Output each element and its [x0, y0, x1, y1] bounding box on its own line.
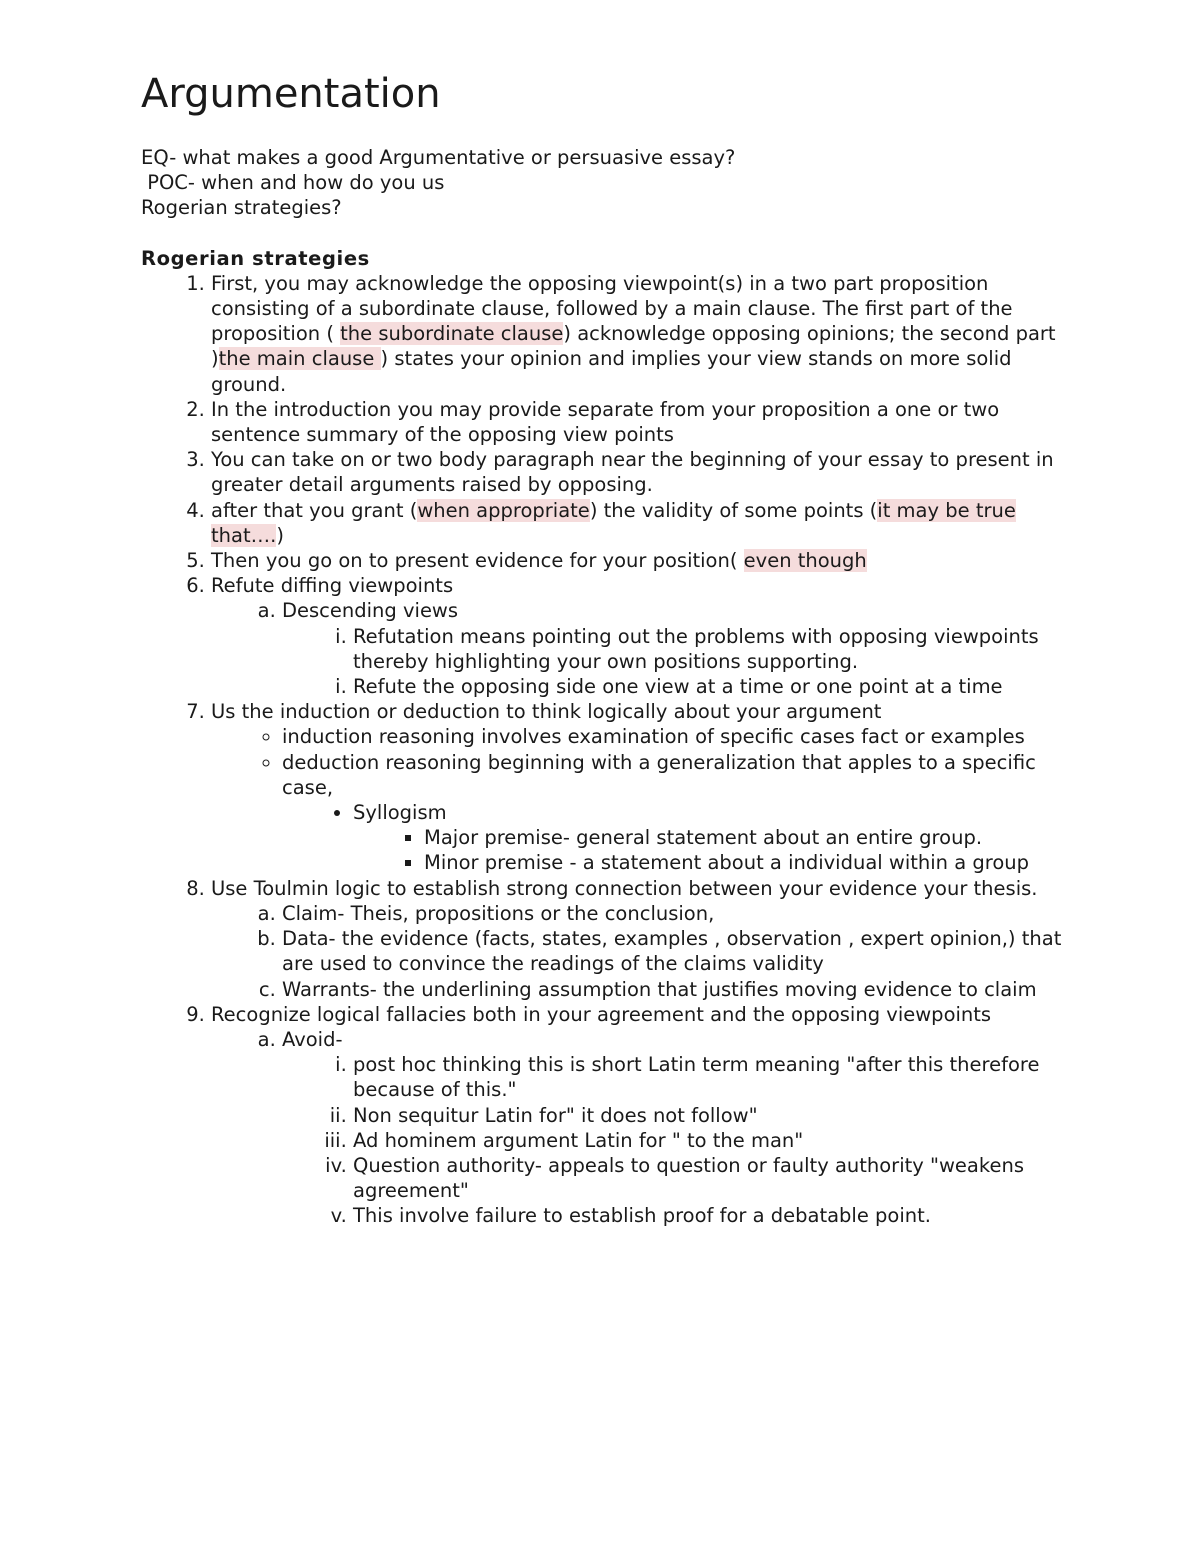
sub-list [282, 1052, 1071, 1228]
sub-list [211, 598, 1071, 699]
list-item: ▪ Major premise- general statement about an entire group. [424, 825, 1071, 850]
section-heading: Rogerian strategies [141, 246, 370, 270]
list-item: iii. Ad hominem argument Latin for " to the man" [353, 1128, 1071, 1153]
list-item [211, 876, 1071, 1002]
item-text: ) acknowledge opposing opinions; the second part ) [211, 322, 1056, 371]
highlight: even though [743, 549, 867, 573]
highlight: when appropriate [417, 498, 590, 522]
item-text: ) [276, 523, 284, 547]
list-item [211, 498, 1071, 548]
item-text: after that you grant ( [211, 498, 418, 522]
document-body [141, 145, 1071, 1229]
list-item [282, 750, 1071, 876]
list-item [211, 573, 1071, 699]
item-text: ) states your opinion and implies your view stands on more solid ground. [211, 347, 1012, 396]
item-text: Avoid- [282, 1027, 343, 1051]
poc-line: POC- when and how do you us [141, 171, 445, 195]
sub-list [282, 674, 1071, 699]
highlight: the main clause [218, 347, 381, 371]
list-item: 2. In the introduction you may provide separate from your proposition a one or two sentence summary of the opposing view points [211, 397, 1071, 447]
list-item: ◦ induction reasoning involves examination of specific cases fact or examples [282, 724, 1071, 749]
list-item: c. Warrants- the underlining assumption that justifies moving evidence to claim [282, 977, 1071, 1002]
item-text: First, you may acknowledge the opposing viewpoint(s) in a two part proposition consisting of a subordinate clause, followed by a main clause. The first part of the proposition ( [211, 271, 1013, 346]
list-item [211, 699, 1071, 875]
strategies-list [141, 271, 1071, 1229]
item-text: Use Toulmin logic to establish strong connection between your evidence your thesis. [211, 876, 1038, 900]
sub-list [211, 724, 1071, 875]
list-item [211, 1002, 1071, 1229]
list-item: a. Claim- Theis, propositions or the conclusion, [282, 901, 1071, 926]
sub-list [282, 800, 1071, 876]
list-item: i. post hoc thinking this is short Latin term meaning "after this therefore because of this." [353, 1052, 1071, 1102]
sub-list [211, 901, 1071, 1002]
list-item: i. Refutation means pointing out the problems with opposing viewpoints thereby highlighting your own positions supporting. [353, 624, 1071, 674]
list-item [353, 800, 1071, 876]
list-item: i. Refute the opposing side one view at a time or one point at a time [353, 674, 1071, 699]
list-item [282, 598, 1071, 699]
list-item: v. This involve failure to establish proof for a debatable point. [353, 1203, 1071, 1228]
item-text: deduction reasoning beginning with a generalization that apples to a specific case, [282, 750, 1036, 799]
document-title: Argumentation [141, 71, 441, 117]
item-text: Refute diffing viewpoints [211, 574, 454, 598]
list-item [282, 1027, 1071, 1229]
sub-list [211, 1027, 1071, 1229]
item-text: Recognize logical fallacies both in your agreement and the opposing viewpoints [211, 1002, 992, 1026]
item-text: Us the induction or deduction to think logically about your argument [211, 700, 882, 724]
item-text: Descending views [282, 599, 459, 623]
list-item [211, 548, 1071, 573]
list-item: ii. Non sequitur Latin for" it does not follow" [353, 1103, 1071, 1128]
list-item: 3. You can take on or two body paragraph near the beginning of your essay to present in greater detail arguments raised by opposing. [211, 447, 1071, 497]
essential-question: EQ- what makes a good Argumentative or persuasive essay? [141, 146, 736, 169]
sub-list [282, 624, 1071, 674]
item-text: ) the validity of some points ( [589, 498, 878, 522]
list-item [211, 271, 1071, 397]
highlight: the subordinate clause [340, 322, 564, 346]
highlight: it may be true that…. [211, 498, 1016, 547]
blank-line [141, 221, 1071, 246]
list-item: ▪ Minor premise - a statement about a individual within a group [424, 850, 1071, 875]
rogerian-question: Rogerian strategies? [141, 196, 342, 220]
item-text: Then you go on to present evidence for your position( [211, 549, 744, 573]
item-text: Syllogism [353, 801, 447, 825]
list-item: b. Data- the evidence (facts, states, examples , observation , expert opinion,) that are used to convince the readings of the claims validity [282, 926, 1071, 976]
list-item: iv. Question authority- appeals to question or faulty authority "weakens agreement" [353, 1153, 1071, 1203]
sub-list [353, 825, 1071, 875]
